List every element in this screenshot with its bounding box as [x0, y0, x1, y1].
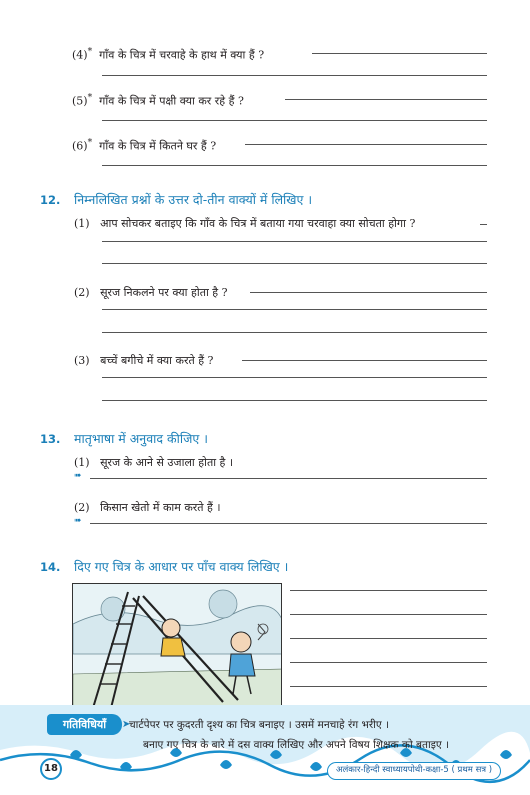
answer-line[interactable]	[102, 400, 487, 401]
answer-line[interactable]	[290, 590, 487, 591]
answer-line[interactable]	[290, 662, 487, 663]
activity-line-1: चार्टपेपर पर कुदरती दृश्य का चित्र बनाइए । उसमें मनचाहे रंग भरीए ।	[129, 719, 390, 731]
answer-line[interactable]	[285, 99, 487, 100]
answer-line[interactable]	[245, 144, 487, 145]
answer-line[interactable]	[250, 292, 487, 293]
playground-illustration	[73, 584, 282, 707]
playground-picture	[72, 583, 282, 707]
answer-line[interactable]	[102, 120, 487, 121]
answer-line[interactable]	[102, 377, 487, 378]
answer-line[interactable]	[90, 478, 487, 479]
section-14-title: दिए गए चित्र के आधार पर पाँच वाक्य लिखिए ।	[74, 559, 289, 574]
section-12-title: निम्नलिखित प्रश्नों के उत्तर दो-तीन वाक्यों में लिखिए ।	[74, 192, 313, 207]
answer-line[interactable]	[102, 165, 487, 166]
answer-line[interactable]	[102, 75, 487, 76]
question-13-2: (2) किसान खेतो में काम करते हैं ।	[74, 501, 221, 514]
activity-line-2: बनाए गए चित्र के बारे में दस वाक्य लिखिए और अपने विषय शिक्षक को बताइए ।	[143, 739, 450, 751]
answer-line[interactable]	[102, 332, 487, 333]
answer-line[interactable]	[290, 686, 487, 687]
question-11-4: (4)* गाँव के चित्र में चरवाहे के हाथ में क्या हैं ?	[72, 46, 265, 62]
answer-line[interactable]	[480, 224, 487, 225]
answer-line[interactable]	[290, 638, 487, 639]
section-12-number: 12.	[40, 193, 61, 207]
answer-line[interactable]	[102, 241, 487, 242]
activity-label: गतिविधियाँ	[47, 714, 122, 735]
section-14-number: 14.	[40, 560, 61, 574]
question-12-2: (2) सूरज निकलने पर क्या होता है ?	[74, 286, 228, 299]
question-11-6: (6)* गाँव के चित्र में कितने घर हैं ?	[72, 137, 217, 153]
page-number: 18	[40, 758, 62, 780]
section-13-number: 13.	[40, 432, 61, 446]
answer-line[interactable]	[102, 309, 487, 310]
question-12-1: (1) आप सोचकर बताइए कि गाँव के चित्र में बताया गया चरवाहा क्या सोचता होगा ?	[74, 217, 416, 230]
book-title: अलंकार-हिन्दी स्वाध्यायपोथी-कक्षा-5 ( प्रथम सत्र )	[327, 762, 501, 780]
arrow-right-icon: ➠	[74, 471, 82, 481]
question-11-5: (5)* गाँव के चित्र में पक्षी क्या कर रहे हैं ?	[72, 92, 244, 108]
arrow-right-icon: ➤	[122, 719, 131, 730]
answer-line[interactable]	[290, 614, 487, 615]
answer-line[interactable]	[242, 360, 487, 361]
question-13-1: (1) सूरज के आने से उजाला होता है ।	[74, 456, 234, 469]
section-13-title: मातृभाषा में अनुवाद कीजिए ।	[74, 431, 209, 446]
answer-line[interactable]	[102, 263, 487, 264]
answer-line[interactable]	[312, 53, 487, 54]
question-12-3: (3) बच्चें बगीचे में क्या करते हैं ?	[74, 354, 214, 367]
answer-line[interactable]	[90, 523, 487, 524]
arrow-right-icon: ➠	[74, 516, 82, 526]
